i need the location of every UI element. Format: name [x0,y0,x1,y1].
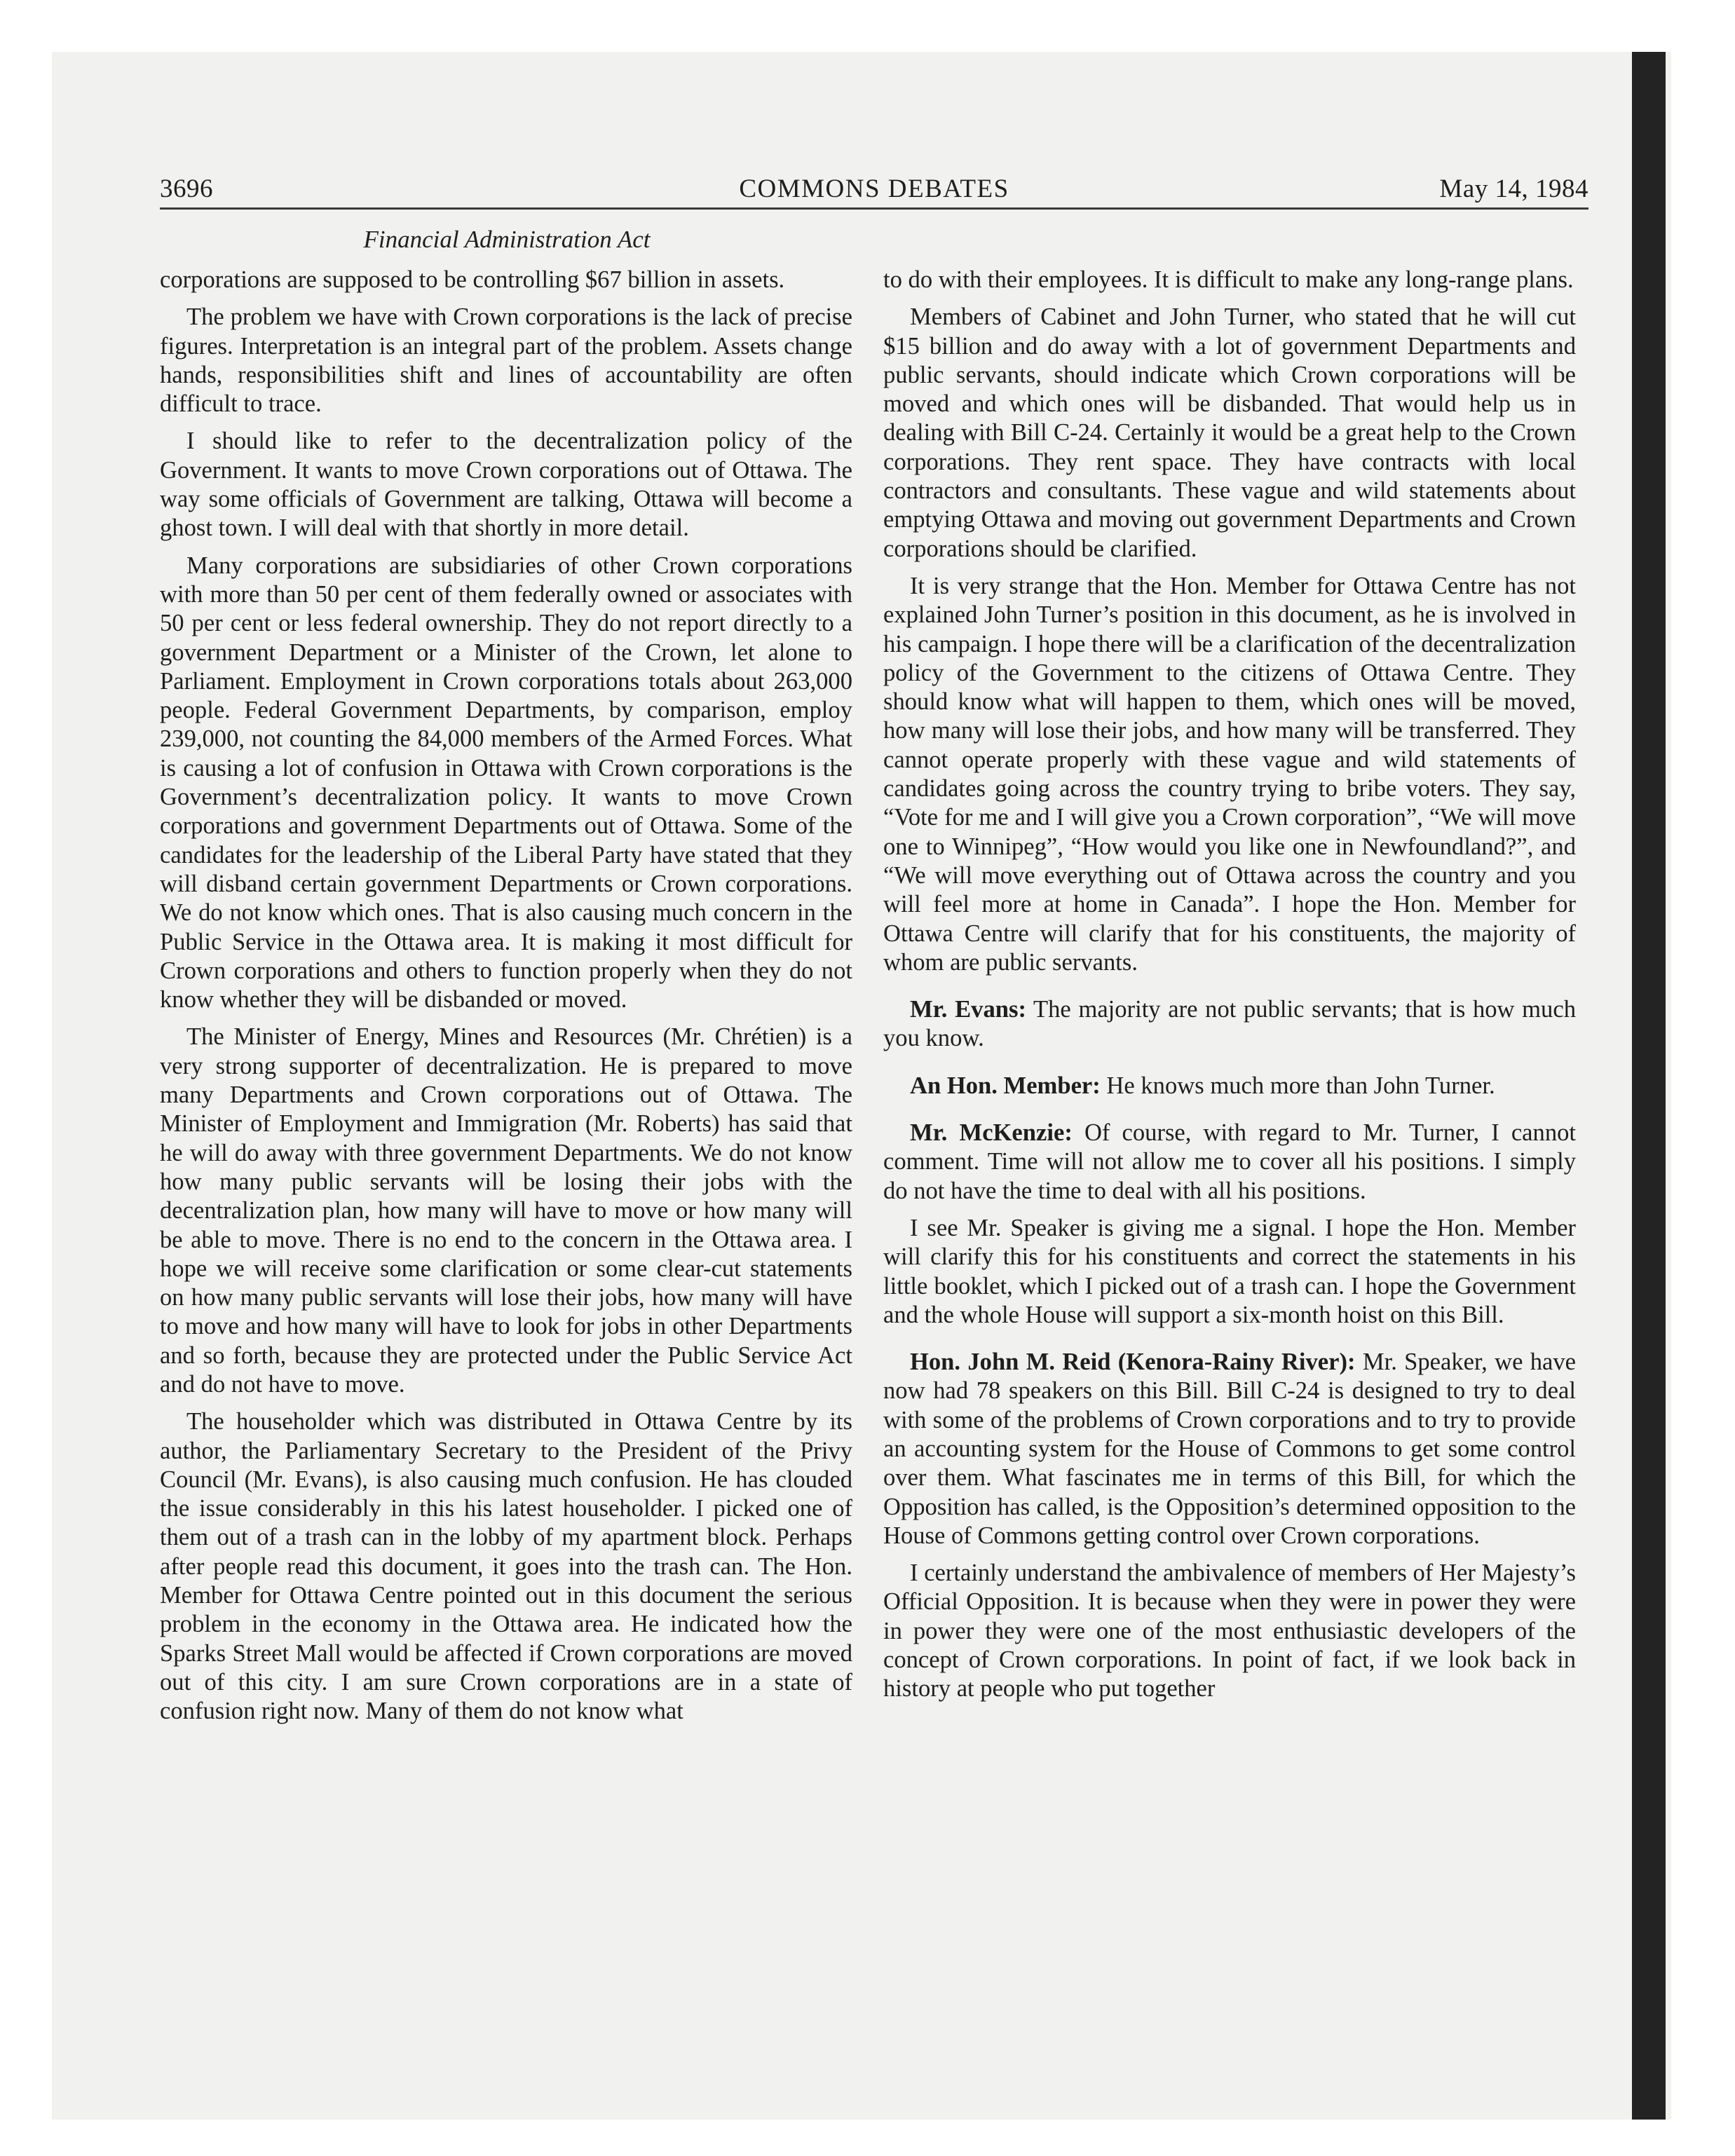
running-title: Financial Administration Act [363,226,651,253]
paragraph: Members of Cabinet and John Turner, who stated that he will cut $15 billion and do away with a lot of government Departments and public servants, should indicate which Crown corporations will be moved and which ones will be disbanded. That would help us in dealing with Bill C-24. Certainly it would be a great help to the Crown corporations. They rent space. They have contracts with local contractors and consultants. These vague and wild statements about emptying Ottawa and moving out government Departments and Crown corporations should be clarified. [883,303,1576,562]
speech-text: Mr. Speaker, we have now had 78 speakers on this Bill. Bill C-24 is designed to try to deal with some of the problems of Crown corporations and to try to provide an accounting system for the House of Commons to get some control over them. What fascinates me in terms of this Bill, for which the Opposition has called, is the Opposition’s determined opposition to the House of Commons getting control over Crown corporations. [883,1349,1577,1549]
page-number: 3696 [160,175,213,203]
paragraph: to do with their employees. It is difficult to make any long-range plans. [883,266,1574,293]
speech-text: He knows much more than John Turner. [1100,1072,1495,1099]
speech-paragraph [883,1119,1576,1206]
paragraph: Many corporations are subsidiaries of other Crown corporations with more than 50 per cent of them federally owned or associates with 50 per cent or less federal ownership. They do not report directly to a government Department or a Minister of the Crown, let alone to Parliament. Employment in Crown corporations totals about 263,000 people. Federal Government Departments, by comparison, employ 239,000, not counting the 84,000 members of the Armed Forces. What is causing a lot of confusion in Ottawa with Crown corporations is the Government’s decentralization policy. It wants to move Crown corporations and government Departments out of Ottawa. Some of the candidates for the leadership of the Liberal Party have stated that they will disband certain government Departments or Crown corporations. We do not know which ones. That is also causing much concern in the Public Service in the Ottawa area. It is making it most difficult for Crown corporations and others to function properly when they do not know whether they will be disbanded or moved. [160,552,852,1014]
paragraph: I see Mr. Speaker is giving me a signal. I hope the Hon. Member will clarify this for his constituents and correct the statements in his little booklet, which I picked out of a trash can. I hope the Government and the whole House will support a six-month hoist on this Bill. [883,1214,1576,1328]
speech-text: Of course, with regard to Mr. Turner, I cannot comment. Time will not allow me to cover all his positions. I simply do not have the time to deal with all his positions. [883,1119,1577,1204]
paragraph: corporations are supposed to be controlling $67 billion in assets. [160,266,785,293]
publication-title: COMMONS DEBATES [739,175,1009,203]
paragraph: The householder which was distributed in Ottawa Centre by its author, the Parliamentary Secretary to the President of the Privy Council (Mr. Evans), is also causing much confusion. He has clouded the issue considerably in this his latest householder. I picked one of them out of a trash can in the lobby of my apartment block. Perhaps after people read this document, it goes into the trash can. The Hon. Member for Ottawa Centre pointed out in this document the serious problem in the economy in the Ottawa area. He indicated how the Sparks Street Mall would be affected if Crown corporations are moved out of this city. I am sure Crown corporations are in a state of confusion right now. Many of them do not know what [160,1408,852,1725]
paragraph: It is very strange that the Hon. Member for Ottawa Centre has not explained John Turner’s position in this document, as he is involved in his campaign. I hope there will be a clarification of the decentralization policy of the Government to the citizens of Ottawa Centre. They should know what will happen to them, which ones will be moved, how many will lose their jobs, and how many will be transferred. They cannot operate properly with these vague and wild statements of candidates going across the country trying to bribe voters. They say, “Vote for me and I will give you a Crown corporation”, “We will move one to Winnipeg”, “How would you like one in Newfoundland?”, and “We will move everything out of Ottawa across the country and you will feel more at home in Canada”. I hope the Hon. Member for Ottawa Centre will clarify that for his constituents, the majority of whom are public servants. [883,572,1576,976]
speech-paragraph [883,1072,1576,1100]
speaker-name: Hon. John M. Reid (Kenora-Rainy River): [910,1349,1356,1376]
paragraph: I should like to refer to the decentralization policy of the Government. It wants to move Crown corporations out of Ottawa. The way some officials of Government are talking, Ottawa will become a ghost town. I will deal with that shortly in more detail. [160,428,852,542]
speech-text: The majority are not public servants; that is how much you know. [883,996,1576,1052]
issue-date: May 14, 1984 [1439,175,1588,203]
header-rule [160,207,1588,210]
paragraph: The Minister of Energy, Mines and Resources (Mr. Chrétien) is a very strong supporter of decentralization. He is prepared to move many Departments and Crown corporations out of Ottawa. The Minister of Employment and Immigration (Mr. Roberts) has said that he will do away with three government Departments. We do not know how many public servants will be losing their jobs with the decentralization plan, how many will have to move or how many will be able to move. There is no end to the concern in the Ottawa area. I hope we will receive some clarification or some clear-cut statements on how many public servants will lose their jobs, how many will have to move and how many will have to look for jobs in other Departments and so forth, because they are protected under the Public Service Act and do not have to move. [160,1023,852,1398]
scan-edge-bar [1632,52,1666,2120]
speech-paragraph [883,995,1576,1053]
speaker-name: Mr. McKenzie: [910,1119,1073,1147]
speaker-name: An Hon. Member: [910,1072,1101,1099]
page-header [160,174,1588,212]
left-column [160,266,852,1735]
speaker-name: Mr. Evans: [910,996,1026,1023]
paragraph: I certainly understand the ambivalence of members of Her Majesty’s Official Opposition. It is because when they were in power they were in power they were one of the most enthusiastic developers of the concept of Crown corporations. In point of fact, if we look back in history at people who put together [883,1560,1576,1703]
paragraph: The problem we have with Crown corporations is the lack of precise figures. Interpretation is an integral part of the problem. Assets change hands, responsibilities shift and lines of accountability are often difficult to trace. [160,303,852,418]
right-column [883,266,1576,1712]
speech-paragraph [883,1348,1576,1550]
